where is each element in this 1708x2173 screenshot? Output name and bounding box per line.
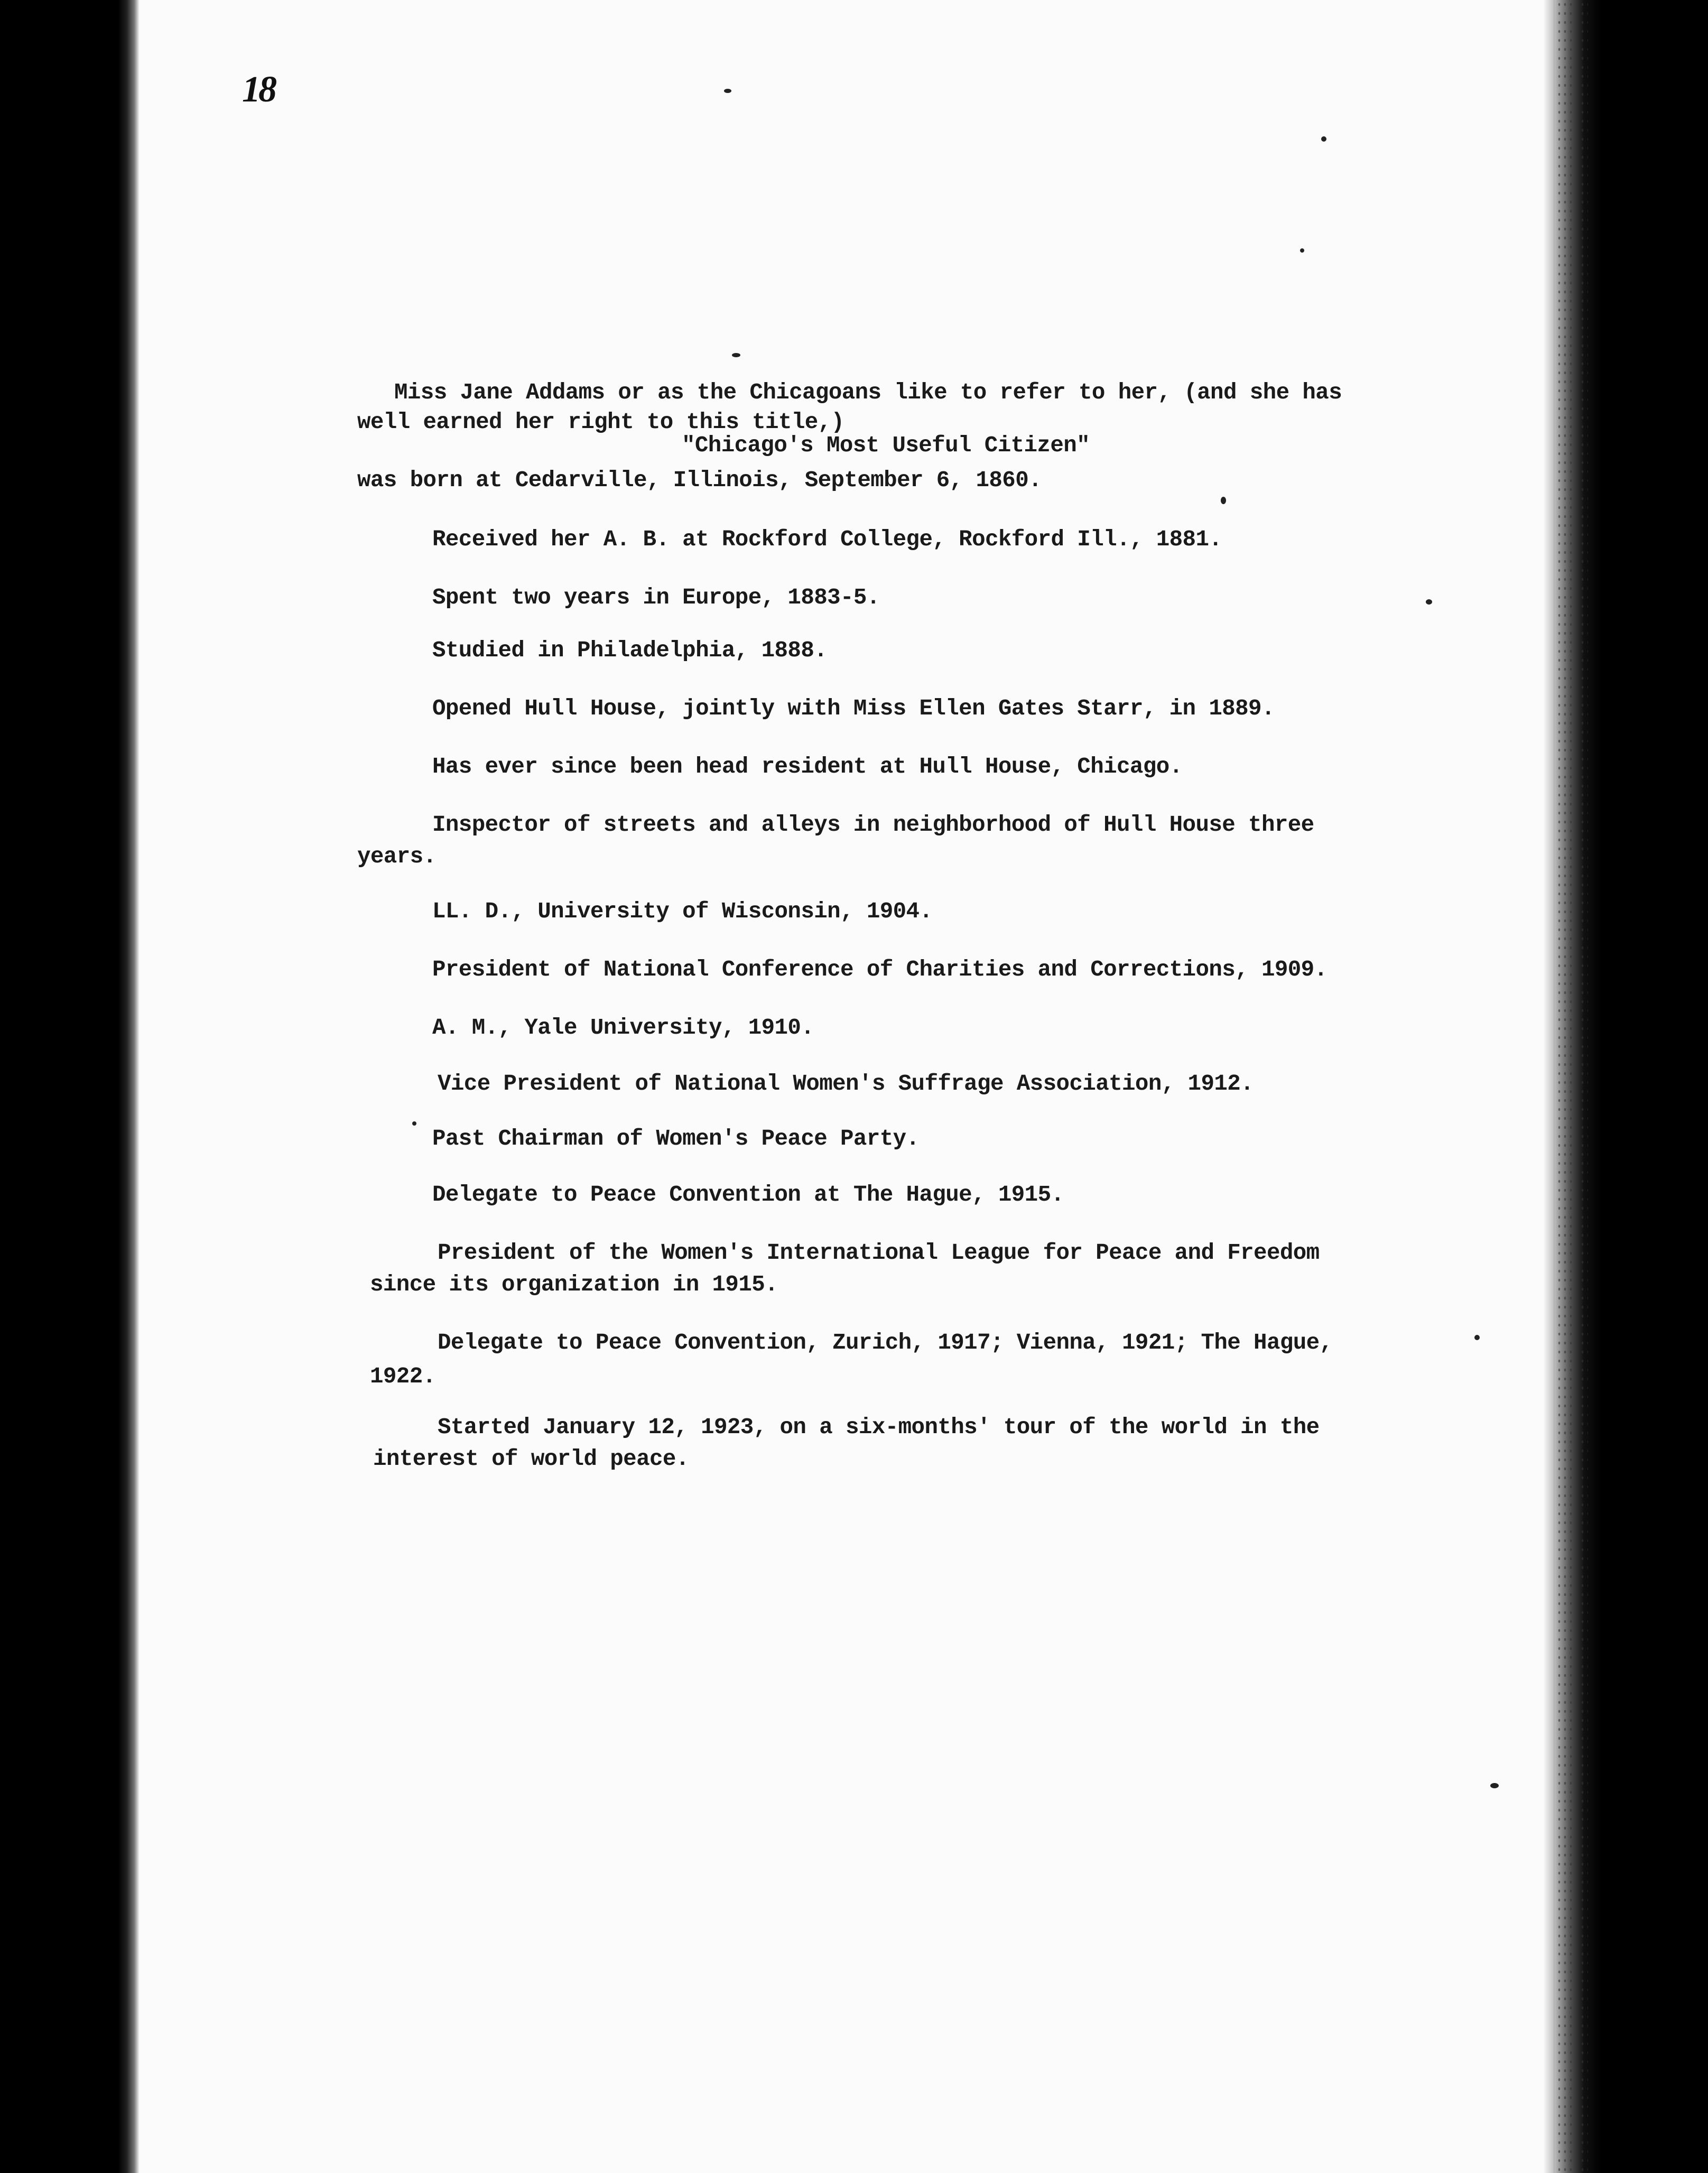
page-number: 18	[242, 69, 275, 110]
text-line: Opened Hull House, jointly with Miss Ellen Gates Starr, in 1889.	[432, 696, 1275, 721]
text-line: was born at Cedarville, Illinois, September 6, 1860.	[357, 468, 1042, 493]
text-line: A. M., Yale University, 1910.	[432, 1015, 814, 1041]
text-line: Studied in Philadelphia, 1888.	[432, 638, 828, 663]
text-line: interest of world peace.	[373, 1446, 689, 1472]
text-line: President of the Women's International League for Peace and Freedom	[438, 1240, 1320, 1266]
scan-speck	[1300, 248, 1304, 253]
scan-speck	[1321, 136, 1326, 142]
text-line: Started January 12, 1923, on a six-months' tour of the world in the	[438, 1415, 1320, 1440]
left-scan-edge	[118, 0, 140, 2173]
text-line: Past Chairman of Women's Peace Party.	[432, 1126, 920, 1151]
right-edge-speckle	[1556, 0, 1588, 2173]
text-line: years.	[357, 844, 437, 869]
text-line: Inspector of streets and alleys in neighborhood of Hull House three	[432, 812, 1314, 838]
scan-speck	[412, 1121, 416, 1126]
text-line: since its organization in 1915.	[370, 1272, 778, 1297]
scan-speck	[732, 353, 740, 357]
text-line: Delegate to Peace Convention, Zurich, 1917; Vienna, 1921; The Hague,	[438, 1330, 1333, 1355]
text-line: 1922.	[370, 1364, 436, 1389]
text-line: Received her A. B. at Rockford College, Rockford Ill., 1881.	[432, 527, 1222, 552]
scan-speck	[1474, 1335, 1480, 1340]
text-line: "Chicago's Most Useful Citizen"	[682, 433, 1090, 458]
scan-speck	[1490, 1783, 1499, 1788]
text-line: Spent two years in Europe, 1883-5.	[432, 585, 880, 610]
text-line: Vice President of National Women's Suffrage Association, 1912.	[438, 1071, 1254, 1097]
text-line: Delegate to Peace Convention at The Hague, 1915.	[432, 1182, 1064, 1208]
scan-speck	[1426, 599, 1432, 605]
text-line: Miss Jane Addams or as the Chicagoans like to refer to her, (and she has	[394, 380, 1342, 405]
scan-speck	[724, 89, 731, 93]
text-line: LL. D., University of Wisconsin, 1904.	[432, 899, 933, 924]
text-line: President of National Conference of Charities and Corrections, 1909.	[432, 957, 1328, 982]
text-line: Has ever since been head resident at Hull House, Chicago.	[432, 754, 1183, 779]
text-line: well earned her right to this title,)	[357, 410, 844, 435]
scan-speck	[1221, 497, 1226, 504]
